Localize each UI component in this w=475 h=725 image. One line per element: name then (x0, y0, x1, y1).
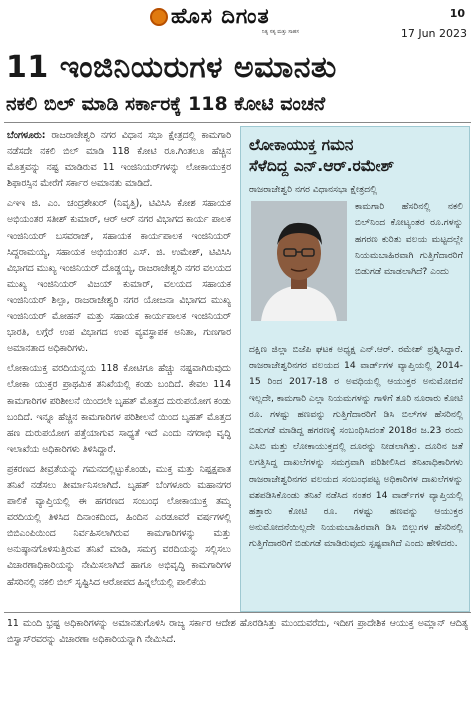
page-number: 10 (449, 7, 465, 20)
article-paragraph: ಎಇಇ ಜಿ. ಎಂ. ಚಂದ್ರಶೇಖರ್ (ನಿವೃತ್ತಿ), ಟಿವಿಸಿಸಿ ಕೋಶ ಸಹಾಯಕ ಅಭಿಯಂತರ ಸತೀಶ್ ಕುಮಾರ್, ಆರ್ ಆರ್ ನಗರ ವಿಭಾಗದ ಕಾರ್ಯ ಪಾಲಕ ಇಂಜಿನಿಯರ್ ಬಸವರಾಜ್, ಸಹಾಯಕ ಕಾರ್ಯಪಾಲಕ ಇಂಜಿನಿಯರ್ ಸಿದ್ದರಾಮಯ್ಯ, ಸಹಾಯಕ ಅಭಿಯಂತರ ಎಸ್. ಜಿ. ಉಮೇಶ್, ಟಿವಿಸಿಸಿ ವಿಭಾಗದ ಮುಖ್ಯ ಇಂಜಿನಿಯರ್ ದೊಡ್ಡಯ್ಯ, ರಾಜರಾಜೇಶ್ವರಿ ನಗರ ವಲಯದ ಮುಖ್ಯ ಇಂಜಿನಿಯರ್ ವಿಜಯ್ ಕುಮಾರ್, ವಲಯದ ಸಹಾಯಕ ಇಂಜಿನಿಯರ್ ಶಿಲ್ಪಾ, ರಾಜರಾಜೇಶ್ವರಿ ನಗರ ಯೋಜನಾ ವಿಭಾಗದ ಮುಖ್ಯ ಇಂಜಿನಿಯರ್ ಮೋಹನ್ ಮತ್ತು ಸಹಾಯಕ ಕಾರ್ಯಪಾಲಕ ಇಂಜಿನಿಯರ್ ಭಾರತಿ, ಲಗ್ಗೆರೆ ಉಪ ವಿಭಾಗದ ಉಪ ವ್ಯವಸ್ಥಾಪಕ ಅನಿತಾ, ಗುಣಗಾರ ಅಮಾನತಾದ ಅಧಿಕಾರಿಗಳು. (7, 198, 231, 355)
divider-rule (4, 122, 471, 123)
sidebar-box (240, 126, 470, 612)
article-bottom (7, 616, 468, 649)
sun-logo-icon (150, 8, 168, 26)
newspaper-logo (150, 4, 270, 29)
logo-tagline: ನಿತ್ಯ ಸತ್ಯ ಮತ್ತು ಸಾಹಸ (262, 29, 299, 35)
sidebar-title-line1: ಲೋಕಾಯುಕ್ತ ಗಮನ (249, 136, 354, 154)
sidebar-paragraph: ದಕ್ಷಿಣ ಜಿಲ್ಲಾ ಬಿಜೆಪಿ ಘಟಕ ಅಧ್ಯಕ್ಷ ಎನ್.ಆರ್. ರಮೇಶ್ ಪ್ರಶ್ನಿಸಿದ್ದಾರೆ. ರಾಜರಾಜೇಶ್ವರಿನಗರ ವಲಯದ 14 ವಾರ್ಡ್‌ಗಳ ವ್ಯಾಪ್ತಿಯಲ್ಲಿ 2014-15 ರಿಂದ 2017-18 ರ ಅವಧಿಯಲ್ಲಿ ಆಯುಕ್ತರ ಅನುಮೋದನೆ ಇಲ್ಲದೇ, ಕಾಮಗಾರಿ ಎಲ್ಲಾ ನಿಯಮಗಳನ್ನು ಗಾಳಿಗೆ ತೂರಿ ನೂರಾರು ಕೋಟಿ ರೂ. ಗಳಷ್ಟು ಹಣವನ್ನು ಗುತ್ತಿಗೆದಾರರಿಗೆ ಡಿಸಿ ಬಿಲ್‌ಗಳ ಹೆಸರಿನಲ್ಲಿ ಬಿಡುಗಡೆ ಮಾಡಿದ್ದ ಹಗರಣಕ್ಕೆ ಸಂಬಂಧಿಸಿದಂತೆ 2018ರ ಜ.23 ರಂದು ಎಸಿಬಿ ಮತ್ತು ಲೋಕಾಯುಕ್ತದಲ್ಲಿ ದೂರನ್ನು ನೀಡಲಾಗಿತ್ತು. ದೂರಿನ ಜತೆ ಲಗತ್ತಿಸಿದ್ದ ದಾಖಲೆಗಳನ್ನು ಸಮಗ್ರವಾಗಿ ಪರಿಶೀಲಿಸಿದ ತನಿಖಾಧಿಕಾರಿಗಳು ರಾಜರಾಜೇಶ್ವರಿನಗರ ವಲಯದ ಸಂಬಂಧಪಟ್ಟ ಅಧಿಕಾರಿಗಳ ದಾಖಲೆಗಳನ್ನು ವಶಪಡಿಸಿಕೊಂಡು ತನಿಖೆ ನಡೆಸಿದ ನಂತರ 14 ವಾರ್ಡ್‌ಗಳ ವ್ಯಾಪ್ತಿಯಲ್ಲಿ ಹತ್ತಾರು ಕೋಟಿ ರೂ. ಗಳಷ್ಟು ಹಣವನ್ನು ಆಯುಕ್ತರ ಅನುಮೋದನೆಯಿಲ್ಲದೇ ನಿಯಮಬಾಹಿರವಾಗಿ ಡಿಸಿ ಬಿಲ್ಲುಗಳ ಹೆಸರಿನಲ್ಲಿ ಗುತ್ತಿಗೆದಾರರಿಗೆ ಬಿಡುಗಡೆ ಮಾಡಿರುವುದು ಸ್ಪಷ್ಟವಾಗಿದೆ ಎಂದು ಹೇಳಿದರು. (249, 344, 463, 550)
sidebar-paragraph: ಕಾಮಗಾರಿ ಹೆಸರಿನಲ್ಲಿ ನಕಲಿ ಬಿಲ್‌ನಿಂದ ಕೋಟ್ಯಂತರ ರೂ.ಗಳನ್ನು ಹಗರಣ ಕುರಿತು ವಲಯ ಮಟ್ಟದಲ್ಲೇ ನಿಯಮಬಾಹಿರವಾಗಿ ಗುತ್ತಿಗೆದಾರರಿಗೆ ಬಿಡುಗಡೆ ಮಾಡಲಾಗಿದೆ? ಎಂದು (355, 201, 463, 278)
article-paragraph: 11 ಮಂದಿ ಭ್ರಷ್ಟ ಅಧಿಕಾರಿಗಳನ್ನು ಅಮಾನತುಗೊಳಿಸಿ ರಾಜ್ಯ ಸರ್ಕಾರ ಆದೇಶ ಹೊರಡಿಸಿತ್ತು ಮುಂದುವರೆದು, ಇದೀಗ ಪ್ರಾದೇಶಿಕ ಆಯುಕ್ತ ಅಮ್ಲಾನ್ ಆದಿತ್ಯ ಬಿಸ್ವಾಸ್‌ರವರನ್ನು ವಿಚಾರಣಾ ಅಧಿಕಾರಿಯನ್ನಾಗಿ ನೇಮಿಸಿದೆ. (7, 618, 468, 646)
paragraph-text: ರಾಜರಾಜೇಶ್ವರಿ ನಗರ ವಿಧಾನ ಸಭಾ ಕ್ಷೇತ್ರದಲ್ಲಿ ಕಾಮಗಾರಿ ನಡೆಸದೇ ನಕಲಿ ಬಿಲ್ ಮಾಡಿ 118 ಕೋಟಿ ರೂ.ಗಿಂತಲೂ ಹೆಚ್ಚಿನ ಮೊತ್ತವನ್ನು ನಷ್ಟ ಮಾಡಿರುವ 11 ಇಂಜಿನಿಯರ್‌ಗಳನ್ನು ಲೋಕಾಯುಕ್ತರ ಶಿಫಾರಸ್ಸಿನ ಮೇರೆಗೆ ಸರ್ಕಾರ ಅಮಾನತು ಮಾಡಿದೆ. (7, 130, 231, 190)
sidebar-text-beside-photo (355, 199, 463, 280)
masthead (0, 0, 475, 42)
sidebar-text-full (249, 342, 463, 553)
divider-rule (4, 612, 471, 613)
dateline: ಬೆಂಗಳೂರು: (7, 130, 46, 141)
subheadline: ನಕಲಿ ಬಿಲ್ ಮಾಡಿ ಸರ್ಕಾರಕ್ಕೆ 118 ಕೋಟಿ ವಂಚನೆ (6, 93, 326, 115)
headline: 11 ಇಂಜಿನಿಯರುಗಳ ಅಮಾನತು (6, 50, 337, 85)
article-paragraph (7, 128, 231, 192)
publication-date: 17 Jun 2023 (400, 27, 467, 40)
sidebar-title (249, 135, 463, 177)
sidebar-title-line2: ಸೆಳೆದಿದ್ದ ಎನ್.ಆರ್.ರಮೇಶ್ (249, 157, 395, 175)
article-paragraph: ಲೋಕಾಯುಕ್ತ ವರದಿಯನ್ವಯ 118 ಕೋಟಿಗೂ ಹೆಚ್ಚು ನಷ್ಟವಾಗಿರುವುದು ಲೋಕಾ ಯುಕ್ತರ ಪ್ರಾಥಮಿಕ ತನಿಖೆಯಲ್ಲಿ ಕಂಡು ಬಂದಿದೆ. ಕೇವಲ 114 ಕಾಮಗಾರಿಗಳ ಪರಿಶೀಲನೆ ಯಿಂದಲೇ ಬೃಹತ್ ಮೊತ್ತದ ದುರುಪಯೋಗ ಕಂಡು ಬಂದಿದೆ. ಇನ್ನೂ ಹೆಚ್ಚಿನ ಕಾಮಗಾರಿಗಳ ಪರಿಶೀಲನೆ ಯಿಂದ ಬೃಹತ್ ಮೊತ್ತದ ಹಣ ದುರುಪಯೋಗ ಪತ್ತೆಯಾಗುವ ಸಾಧ್ಯತೆ ಇದೆ ಎಂದು ನಗರಾಭಿ ವೃದ್ಧಿ ಇಲಾಖೆಯ ಅಧಿಕಾರಿಗಳು ತಿಳಿಸಿದ್ದಾರೆ. (7, 363, 231, 455)
person-portrait-icon (251, 201, 347, 321)
article-paragraph: ಪ್ರಕರಣದ ತೀವ್ರತೆಯನ್ನು ಗಮನದಲ್ಲಿಟ್ಟುಕೊಂಡು, ಮುಕ್ತ ಮತ್ತು ನಿಷ್ಪಕ್ಷಪಾತ ತನಿಖೆ ನಡೆಸಲು ತೀರ್ಮಾನಿಸಲಾಗಿದೆ. ಬೃಹತ್ ಬೆಂಗಳೂರು ಮಹಾನಗರ ಪಾಲಿಕೆ ವ್ಯಾಪ್ತಿಯಲ್ಲಿ ಈ ಹಗರಣದ ಸಂಬಂಧ ಲೋಕಾಯುಕ್ತ ತಮ್ಮ ವರದಿಯಲ್ಲಿ ತಿಳಿಸಿದ ದಿನಾಂಕದಿಂದ, ಹಿಂದಿನ ಎರಡೂವರೆ ವರ್ಷಗಳಲ್ಲಿ ಬಿಬಿಎಂಪಿಯಿಂದ ನಿರ್ವಹಿಸಲಾಗಿರುವ ಕಾಮಗಾರಿಗಳನ್ನು ಮತ್ತು ಅನುಷ್ಠಾನಗೊಳಿಸುತ್ತಿರುವ ತನಿಖೆ ಮಾಡಿ, ಸಮಗ್ರ ವರದಿಯನ್ನು ಸಲ್ಲಿಸಲು ವಿಚಾರಣಾಧಿಕಾರಿಯನ್ನು ನೇಮಿಸಲಾಗಿದೆ ಹಾಗೂ ಅಭಿವೃದ್ಧಿ ಕಾಮಗಾರಿಗಳ ಹೆಸರಿನಲ್ಲಿ ನಕಲಿ ಬಿಲ್ ಸೃಷ್ಟಿಸಿದ ಆರೋಪದ ಹಿನ್ನಲೆಯಲ್ಲಿ ಪಾಲಿಕೆಯ (7, 463, 231, 588)
article-body (7, 128, 231, 608)
logo-text: ಹೊಸ ದಿಗಂತ (171, 4, 270, 28)
portrait-photo (251, 201, 347, 321)
sidebar-intro: ರಾಜರಾಜೇಶ್ವರಿ ನಗರ ವಿಧಾನಸಭಾ ಕ್ಷೇತ್ರದಲ್ಲಿ (249, 184, 378, 195)
